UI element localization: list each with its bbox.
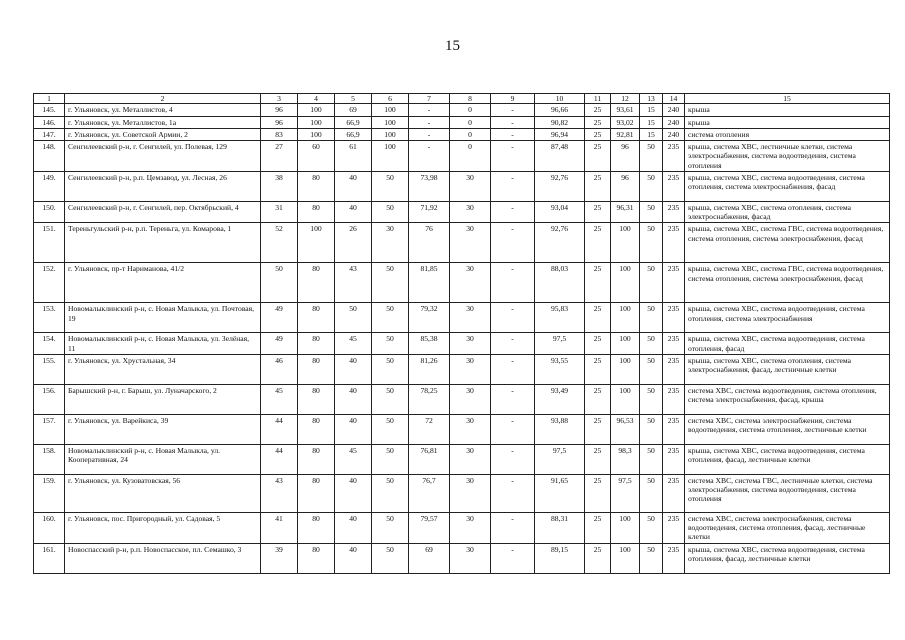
col-11: 25 bbox=[585, 384, 611, 414]
col-5: 40 bbox=[335, 201, 372, 223]
address: Сенгилеевский р-н, р.п. Цемзавод, ул. Лесная, 26 bbox=[65, 171, 261, 201]
row-number: 155. bbox=[34, 354, 65, 384]
col-8: 30 bbox=[450, 444, 491, 474]
col-12: 93,61 bbox=[611, 104, 640, 116]
col-13: 50 bbox=[640, 384, 663, 414]
col-4: 100 bbox=[298, 104, 335, 116]
address: г. Ульяновск, пос. Пригородный, ул. Садовая, 5 bbox=[65, 512, 261, 543]
address: г. Ульяновск, ул. Советской Армии, 2 bbox=[65, 128, 261, 140]
row-number: 158. bbox=[34, 444, 65, 474]
col-11: 25 bbox=[585, 333, 611, 355]
col-8: 30 bbox=[450, 384, 491, 414]
col-13: 50 bbox=[640, 333, 663, 355]
col-3: 96 bbox=[261, 104, 298, 116]
col-5: 45 bbox=[335, 333, 372, 355]
works-list: крыша bbox=[685, 104, 890, 116]
col-9: - bbox=[491, 116, 535, 128]
col-6: 50 bbox=[372, 171, 409, 201]
col-4: 80 bbox=[298, 543, 335, 573]
col-14: 235 bbox=[663, 201, 685, 223]
col-3: 49 bbox=[261, 303, 298, 333]
col-13: 50 bbox=[640, 201, 663, 223]
table-row bbox=[34, 128, 890, 140]
col-10: 92,76 bbox=[535, 171, 585, 201]
row-number: 153. bbox=[34, 303, 65, 333]
table-row bbox=[34, 543, 890, 573]
address: Сенгилеевский р-н, г. Сенгилей, ул. Полевая, 129 bbox=[65, 141, 261, 172]
col-6: 50 bbox=[372, 263, 409, 303]
works-list: крыша, система ХВС, система водоотведения, система отопления, фасад, лестничные клетки bbox=[685, 543, 890, 573]
header-cell: 1 bbox=[34, 94, 65, 104]
col-10: 88,31 bbox=[535, 512, 585, 543]
table-row bbox=[34, 116, 890, 128]
address: г. Ульяновск, ул. Варейкиса, 39 bbox=[65, 414, 261, 444]
col-9: - bbox=[491, 263, 535, 303]
col-12: 100 bbox=[611, 543, 640, 573]
col-4: 80 bbox=[298, 384, 335, 414]
col-7: - bbox=[409, 128, 450, 140]
col-5: 40 bbox=[335, 474, 372, 512]
col-14: 240 bbox=[663, 116, 685, 128]
col-12: 97,5 bbox=[611, 474, 640, 512]
col-12: 93,02 bbox=[611, 116, 640, 128]
works-list: крыша, система ХВС, система ГВС, система водоотведения, система отопления, система электроснабжения, фасад bbox=[685, 263, 890, 303]
col-8: 0 bbox=[450, 128, 491, 140]
col-8: 30 bbox=[450, 223, 491, 263]
col-4: 80 bbox=[298, 354, 335, 384]
col-12: 96,31 bbox=[611, 201, 640, 223]
col-11: 25 bbox=[585, 303, 611, 333]
col-9: - bbox=[491, 414, 535, 444]
col-5: 50 bbox=[335, 303, 372, 333]
col-8: 0 bbox=[450, 104, 491, 116]
col-6: 50 bbox=[372, 201, 409, 223]
col-13: 50 bbox=[640, 141, 663, 172]
table-row bbox=[34, 171, 890, 201]
address: Новоспасский р-н, р.п. Новоспасское, пл. Семашко, 3 bbox=[65, 543, 261, 573]
col-14: 235 bbox=[663, 512, 685, 543]
col-12: 100 bbox=[611, 303, 640, 333]
header-cell: 5 bbox=[335, 94, 372, 104]
header-cell: 11 bbox=[585, 94, 611, 104]
col-8: 30 bbox=[450, 333, 491, 355]
col-14: 235 bbox=[663, 354, 685, 384]
col-14: 240 bbox=[663, 128, 685, 140]
row-number: 160. bbox=[34, 512, 65, 543]
col-4: 100 bbox=[298, 116, 335, 128]
col-8: 0 bbox=[450, 141, 491, 172]
col-6: 30 bbox=[372, 223, 409, 263]
col-7: 81,26 bbox=[409, 354, 450, 384]
col-9: - bbox=[491, 512, 535, 543]
col-14: 235 bbox=[663, 414, 685, 444]
col-8: 30 bbox=[450, 414, 491, 444]
col-11: 25 bbox=[585, 414, 611, 444]
col-6: 50 bbox=[372, 512, 409, 543]
col-9: - bbox=[491, 354, 535, 384]
col-3: 31 bbox=[261, 201, 298, 223]
col-7: 73,98 bbox=[409, 171, 450, 201]
col-10: 96,94 bbox=[535, 128, 585, 140]
header-cell: 13 bbox=[640, 94, 663, 104]
col-4: 80 bbox=[298, 474, 335, 512]
col-3: 39 bbox=[261, 543, 298, 573]
col-7: - bbox=[409, 141, 450, 172]
row-number: 149. bbox=[34, 171, 65, 201]
col-7: 69 bbox=[409, 543, 450, 573]
header-cell: 3 bbox=[261, 94, 298, 104]
address: г. Ульяновск, ул. Металлистов, 4 bbox=[65, 104, 261, 116]
col-11: 25 bbox=[585, 263, 611, 303]
col-5: 40 bbox=[335, 512, 372, 543]
col-11: 25 bbox=[585, 171, 611, 201]
col-8: 30 bbox=[450, 303, 491, 333]
col-13: 50 bbox=[640, 474, 663, 512]
col-8: 30 bbox=[450, 474, 491, 512]
col-3: 43 bbox=[261, 474, 298, 512]
col-14: 235 bbox=[663, 303, 685, 333]
row-number: 148. bbox=[34, 141, 65, 172]
row-number: 151. bbox=[34, 223, 65, 263]
col-10: 91,65 bbox=[535, 474, 585, 512]
col-14: 235 bbox=[663, 384, 685, 414]
col-7: - bbox=[409, 116, 450, 128]
table-row bbox=[34, 384, 890, 414]
col-4: 80 bbox=[298, 263, 335, 303]
col-10: 96,66 bbox=[535, 104, 585, 116]
col-8: 30 bbox=[450, 354, 491, 384]
address: Сенгилеевский р-н, г. Сенгилей, пер. Октябрьский, 4 bbox=[65, 201, 261, 223]
col-10: 88,03 bbox=[535, 263, 585, 303]
col-4: 60 bbox=[298, 141, 335, 172]
col-5: 45 bbox=[335, 444, 372, 474]
col-10: 97,5 bbox=[535, 333, 585, 355]
col-7: 76,7 bbox=[409, 474, 450, 512]
col-10: 87,48 bbox=[535, 141, 585, 172]
col-12: 100 bbox=[611, 384, 640, 414]
col-3: 49 bbox=[261, 333, 298, 355]
col-13: 50 bbox=[640, 171, 663, 201]
col-13: 50 bbox=[640, 512, 663, 543]
col-6: 100 bbox=[372, 128, 409, 140]
col-9: - bbox=[491, 223, 535, 263]
header-cell: 6 bbox=[372, 94, 409, 104]
col-6: 50 bbox=[372, 354, 409, 384]
col-6: 50 bbox=[372, 474, 409, 512]
works-list: крыша, система ХВС, система отопления, система электроснабжения, фасад, лестничные клетки bbox=[685, 354, 890, 384]
col-3: 46 bbox=[261, 354, 298, 384]
col-6: 50 bbox=[372, 543, 409, 573]
col-9: - bbox=[491, 104, 535, 116]
address: г. Ульяновск, ул. Металлистов, 1а bbox=[65, 116, 261, 128]
row-number: 156. bbox=[34, 384, 65, 414]
col-4: 80 bbox=[298, 512, 335, 543]
col-5: 40 bbox=[335, 384, 372, 414]
col-14: 235 bbox=[663, 444, 685, 474]
address: г. Ульяновск, пр-т Нариманова, 41/2 bbox=[65, 263, 261, 303]
col-6: 100 bbox=[372, 141, 409, 172]
works-list: крыша, система ХВС, система отопления, система электроснабжения, фасад bbox=[685, 201, 890, 223]
address: г. Ульяновск, ул. Хрустальная, 34 bbox=[65, 354, 261, 384]
header-cell: 2 bbox=[65, 94, 261, 104]
table-row bbox=[34, 474, 890, 512]
col-11: 25 bbox=[585, 223, 611, 263]
col-4: 80 bbox=[298, 444, 335, 474]
col-9: - bbox=[491, 201, 535, 223]
col-4: 80 bbox=[298, 333, 335, 355]
col-11: 25 bbox=[585, 104, 611, 116]
header-cell: 8 bbox=[450, 94, 491, 104]
col-7: 76 bbox=[409, 223, 450, 263]
col-9: - bbox=[491, 444, 535, 474]
col-12: 100 bbox=[611, 354, 640, 384]
col-5: 66,9 bbox=[335, 128, 372, 140]
col-10: 92,76 bbox=[535, 223, 585, 263]
col-7: 76,81 bbox=[409, 444, 450, 474]
address: Тереньгульский р-н, р.п. Тереньга, ул. Комарова, 1 bbox=[65, 223, 261, 263]
col-3: 96 bbox=[261, 116, 298, 128]
col-6: 50 bbox=[372, 333, 409, 355]
col-11: 25 bbox=[585, 116, 611, 128]
col-5: 40 bbox=[335, 354, 372, 384]
header-cell: 10 bbox=[535, 94, 585, 104]
col-5: 26 bbox=[335, 223, 372, 263]
col-6: 100 bbox=[372, 116, 409, 128]
col-13: 50 bbox=[640, 354, 663, 384]
col-14: 235 bbox=[663, 474, 685, 512]
col-8: 30 bbox=[450, 201, 491, 223]
table-row bbox=[34, 512, 890, 543]
col-7: 79,57 bbox=[409, 512, 450, 543]
address: г. Ульяновск, ул. Кузоватовская, 56 bbox=[65, 474, 261, 512]
header-cell: 9 bbox=[491, 94, 535, 104]
table-row bbox=[34, 303, 890, 333]
table-row bbox=[34, 223, 890, 263]
col-11: 25 bbox=[585, 128, 611, 140]
col-11: 25 bbox=[585, 474, 611, 512]
row-number: 159. bbox=[34, 474, 65, 512]
col-12: 100 bbox=[611, 223, 640, 263]
col-13: 50 bbox=[640, 444, 663, 474]
col-5: 40 bbox=[335, 171, 372, 201]
col-3: 52 bbox=[261, 223, 298, 263]
col-13: 50 bbox=[640, 263, 663, 303]
works-list: система ХВС, система водоотведения, система отопления, система электроснабжения, фасад, крыша bbox=[685, 384, 890, 414]
works-list: система ХВС, система электроснабжения, система водоотведения, система отопления, лестничные клетки bbox=[685, 414, 890, 444]
col-7: 72 bbox=[409, 414, 450, 444]
col-5: 40 bbox=[335, 414, 372, 444]
col-10: 95,83 bbox=[535, 303, 585, 333]
table-header-row bbox=[34, 94, 890, 104]
col-10: 90,82 bbox=[535, 116, 585, 128]
col-13: 50 bbox=[640, 543, 663, 573]
col-4: 100 bbox=[298, 128, 335, 140]
col-14: 235 bbox=[663, 141, 685, 172]
table-row bbox=[34, 263, 890, 303]
header-cell: 12 bbox=[611, 94, 640, 104]
col-9: - bbox=[491, 543, 535, 573]
col-14: 235 bbox=[663, 543, 685, 573]
col-9: - bbox=[491, 384, 535, 414]
col-8: 30 bbox=[450, 263, 491, 303]
works-list: крыша, система ХВС, лестничные клетки, система электроснабжения, система водоотведения, система отопления bbox=[685, 141, 890, 172]
col-8: 30 bbox=[450, 543, 491, 573]
col-4: 80 bbox=[298, 201, 335, 223]
col-13: 50 bbox=[640, 414, 663, 444]
col-6: 100 bbox=[372, 104, 409, 116]
col-6: 50 bbox=[372, 303, 409, 333]
col-13: 15 bbox=[640, 116, 663, 128]
col-3: 45 bbox=[261, 384, 298, 414]
col-9: - bbox=[491, 303, 535, 333]
col-8: 30 bbox=[450, 512, 491, 543]
works-list: система ХВС, система электроснабжения, система водоотведения, система отопления, фасад, лестничные клетки bbox=[685, 512, 890, 543]
col-9: - bbox=[491, 333, 535, 355]
row-number: 147. bbox=[34, 128, 65, 140]
col-12: 96 bbox=[611, 141, 640, 172]
table-row bbox=[34, 444, 890, 474]
works-list: крыша, система ХВС, система водоотведения, система отопления, фасад, лестничные клетки bbox=[685, 444, 890, 474]
col-5: 40 bbox=[335, 543, 372, 573]
address: Барышский р-н, г. Барыш, ул. Луначарского, 2 bbox=[65, 384, 261, 414]
col-7: 81,85 bbox=[409, 263, 450, 303]
works-list: крыша, система ХВС, система водоотведения, система отопления, фасад bbox=[685, 333, 890, 355]
col-3: 44 bbox=[261, 444, 298, 474]
col-6: 50 bbox=[372, 384, 409, 414]
col-5: 61 bbox=[335, 141, 372, 172]
col-12: 96 bbox=[611, 171, 640, 201]
col-8: 0 bbox=[450, 116, 491, 128]
col-3: 41 bbox=[261, 512, 298, 543]
row-number: 150. bbox=[34, 201, 65, 223]
row-number: 161. bbox=[34, 543, 65, 573]
col-10: 93,88 bbox=[535, 414, 585, 444]
col-11: 25 bbox=[585, 512, 611, 543]
col-7: 71,92 bbox=[409, 201, 450, 223]
col-14: 240 bbox=[663, 104, 685, 116]
col-12: 96,53 bbox=[611, 414, 640, 444]
col-10: 97,5 bbox=[535, 444, 585, 474]
row-number: 145. bbox=[34, 104, 65, 116]
col-4: 80 bbox=[298, 303, 335, 333]
row-number: 157. bbox=[34, 414, 65, 444]
col-8: 30 bbox=[450, 171, 491, 201]
works-list: крыша, система ХВС, система водоотведения, система отопления, система электроснабжения, фасад bbox=[685, 171, 890, 201]
works-list: крыша bbox=[685, 116, 890, 128]
row-number: 146. bbox=[34, 116, 65, 128]
works-list: система отопления bbox=[685, 128, 890, 140]
col-6: 50 bbox=[372, 444, 409, 474]
page-number: 15 bbox=[445, 38, 460, 54]
table-row bbox=[34, 414, 890, 444]
table-row bbox=[34, 354, 890, 384]
col-11: 25 bbox=[585, 444, 611, 474]
header-cell: 7 bbox=[409, 94, 450, 104]
col-5: 66,9 bbox=[335, 116, 372, 128]
col-7: 78,25 bbox=[409, 384, 450, 414]
col-10: 89,15 bbox=[535, 543, 585, 573]
col-7: - bbox=[409, 104, 450, 116]
works-list: крыша, система ХВС, система ГВС, система водоотведения, система отопления, система электроснабжения, фасад bbox=[685, 223, 890, 263]
col-13: 50 bbox=[640, 223, 663, 263]
col-14: 235 bbox=[663, 171, 685, 201]
col-12: 98,3 bbox=[611, 444, 640, 474]
address: Новомалыклинский р-н, с. Новая Малыкла, ул. Зелёная, 11 bbox=[65, 333, 261, 355]
col-5: 43 bbox=[335, 263, 372, 303]
col-9: - bbox=[491, 474, 535, 512]
col-7: 85,38 bbox=[409, 333, 450, 355]
address: Новомалыклинский р-н, с. Новая Малыкла, ул. Кооперативная, 24 bbox=[65, 444, 261, 474]
col-12: 100 bbox=[611, 512, 640, 543]
col-12: 100 bbox=[611, 333, 640, 355]
col-11: 25 bbox=[585, 354, 611, 384]
address: Новомалыклинский р-н, с. Новая Малыкла, ул. Почтовая, 19 bbox=[65, 303, 261, 333]
col-12: 100 bbox=[611, 263, 640, 303]
col-4: 80 bbox=[298, 414, 335, 444]
col-3: 44 bbox=[261, 414, 298, 444]
col-14: 235 bbox=[663, 263, 685, 303]
col-10: 93,04 bbox=[535, 201, 585, 223]
col-13: 50 bbox=[640, 303, 663, 333]
capital-repair-table bbox=[33, 93, 890, 574]
col-14: 235 bbox=[663, 223, 685, 263]
col-10: 93,49 bbox=[535, 384, 585, 414]
col-13: 15 bbox=[640, 128, 663, 140]
col-13: 15 bbox=[640, 104, 663, 116]
table-row bbox=[34, 104, 890, 116]
col-6: 50 bbox=[372, 414, 409, 444]
col-3: 50 bbox=[261, 263, 298, 303]
header-cell: 15 bbox=[685, 94, 890, 104]
table-row bbox=[34, 333, 890, 355]
row-number: 154. bbox=[34, 333, 65, 355]
col-14: 235 bbox=[663, 333, 685, 355]
col-7: 79,32 bbox=[409, 303, 450, 333]
col-11: 25 bbox=[585, 201, 611, 223]
col-12: 92,81 bbox=[611, 128, 640, 140]
header-cell: 4 bbox=[298, 94, 335, 104]
col-4: 100 bbox=[298, 223, 335, 263]
col-3: 27 bbox=[261, 141, 298, 172]
col-3: 83 bbox=[261, 128, 298, 140]
col-11: 25 bbox=[585, 141, 611, 172]
row-number: 152. bbox=[34, 263, 65, 303]
col-5: 69 bbox=[335, 104, 372, 116]
col-3: 38 bbox=[261, 171, 298, 201]
col-11: 25 bbox=[585, 543, 611, 573]
works-list: крыша, система ХВС, система водоотведения, система отопления, система электроснабжения bbox=[685, 303, 890, 333]
works-list: система ХВС, система ГВС, лестничные клетки, система электроснабжения, система водоотведения, система отопления bbox=[685, 474, 890, 512]
col-9: - bbox=[491, 128, 535, 140]
col-4: 80 bbox=[298, 171, 335, 201]
table-row bbox=[34, 201, 890, 223]
header-cell: 14 bbox=[663, 94, 685, 104]
col-10: 93,55 bbox=[535, 354, 585, 384]
col-9: - bbox=[491, 141, 535, 172]
col-9: - bbox=[491, 171, 535, 201]
table-row bbox=[34, 141, 890, 172]
